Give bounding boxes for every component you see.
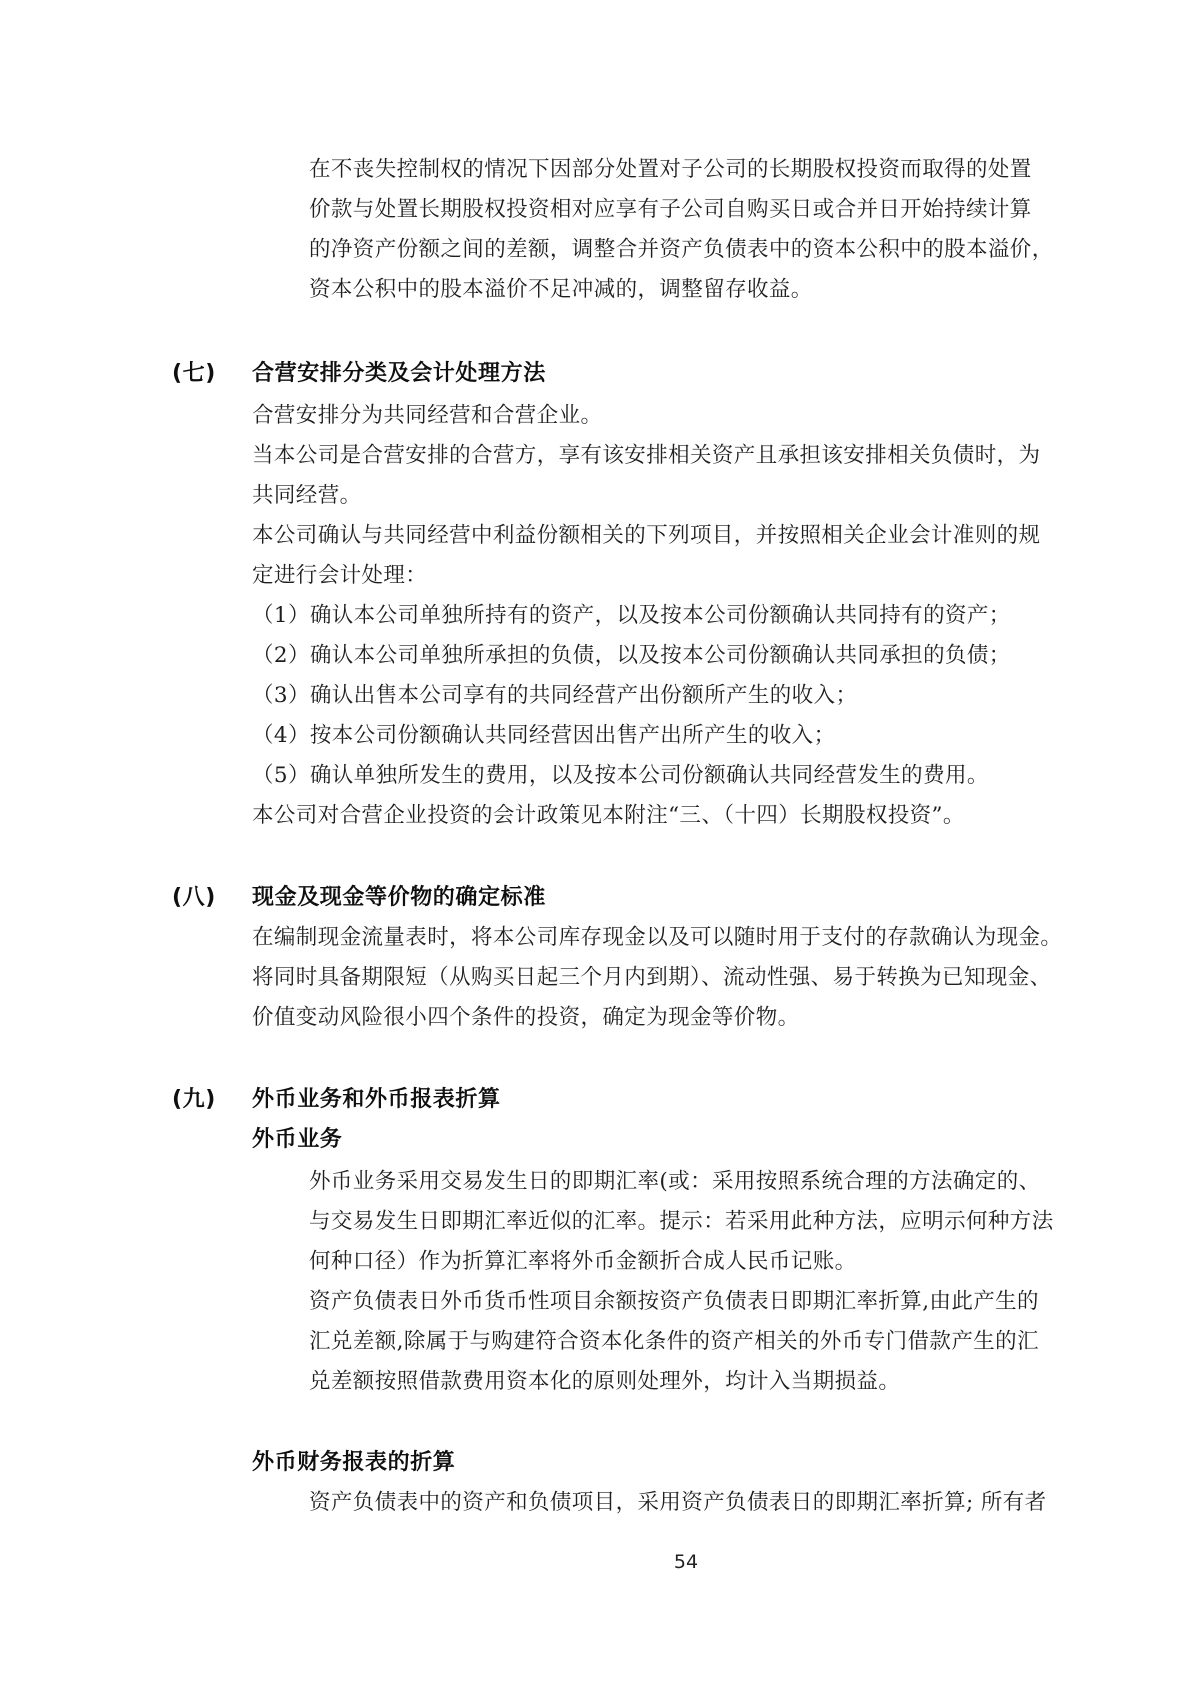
subsection-title: 外币业务	[252, 1127, 343, 1152]
section-7-title: 合营安排分类及会计处理方法	[252, 361, 546, 386]
intro-line: 在不丧失控制权的情况下因部分处置对子公司的长期股权投资而取得的处置	[309, 157, 1032, 182]
body-line: 何种口径）作为折算汇率将外币金额折合成人民币记账。	[309, 1249, 857, 1274]
body-line: 兑差额按照借款费用资本化的原则处理外，均计入当期损益。	[309, 1369, 901, 1394]
body-line: 本公司确认与共同经营中利益份额相关的下列项目，并按照相关企业会计准则的规	[252, 523, 1041, 548]
body-line: 在编制现金流量表时，将本公司库存现金以及可以随时用于支付的存款确认为现金。	[252, 925, 1063, 950]
body-line: 价值变动风险很小四个条件的投资，确定为现金等价物。	[252, 1005, 800, 1030]
body-line: 与交易发生日即期汇率近似的汇率。提示：若采用此种方法，应明示何种方法	[309, 1209, 1054, 1234]
body-line: 定进行会计处理：	[252, 563, 428, 588]
section-8-label: (八)	[172, 885, 216, 910]
body-line: 当本公司是合营安排的合营方，享有该安排相关资产且承担该安排相关负债时，为	[252, 443, 1041, 468]
list-item: （2）确认本公司单独所承担的负债，以及按本公司份额确认共同承担的负债；	[252, 643, 1011, 668]
list-item: （5）确认单独所发生的费用，以及按本公司份额确认共同经营发生的费用。	[252, 763, 989, 788]
body-line: 资产负债表日外币货币性项目余额按资产负债表日即期汇率折算,由此产生的	[309, 1289, 1039, 1314]
intro-line: 价款与处置长期股权投资相对应享有子公司自购买日或合并日开始持续计算	[309, 197, 1032, 222]
list-item: （3）确认出售本公司享有的共同经营产出份额所产生的收入；	[252, 683, 858, 708]
body-line: 汇兑差额,除属于与购建符合资本化条件的资产相关的外币专门借款产生的汇	[309, 1329, 1039, 1354]
list-item: （1）确认本公司单独所持有的资产，以及按本公司份额确认共同持有的资产；	[252, 603, 1011, 628]
body-line: 共同经营。	[252, 483, 362, 508]
body-line: 外币业务采用交易发生日的即期汇率(或：采用按照系统合理的方法确定的、	[309, 1169, 1041, 1194]
intro-line: 资本公积中的股本溢价不足冲减的，调整留存收益。	[309, 277, 813, 302]
list-item: （4）按本公司份额确认共同经营因出售产出所产生的收入；	[252, 723, 836, 748]
section-7-label: (七)	[172, 361, 216, 386]
section-9-title: 外币业务和外币报表折算	[252, 1087, 501, 1112]
section-8-title: 现金及现金等价物的确定标准	[252, 885, 546, 910]
body-line: 合营安排分为共同经营和合营企业。	[252, 403, 603, 428]
body-line: 将同时具备期限短（从购买日起三个月内到期）、流动性强、易于转换为已知现金、	[252, 965, 1052, 990]
section-9-label: (九)	[172, 1087, 216, 1112]
body-line: 本公司对合营企业投资的会计政策见本附注“三、（十四）长期股权投资”。	[252, 803, 965, 828]
body-line: 资产负债表中的资产和负债项目，采用资产负债表日的即期汇率折算; 所有者	[309, 1490, 1047, 1515]
page-number: 54	[673, 1551, 699, 1573]
intro-line: 的净资产份额之间的差额，调整合并资产负债表中的资本公积中的股本溢价，	[309, 237, 1054, 262]
subsection-title: 外币财务报表的折算	[252, 1450, 456, 1475]
